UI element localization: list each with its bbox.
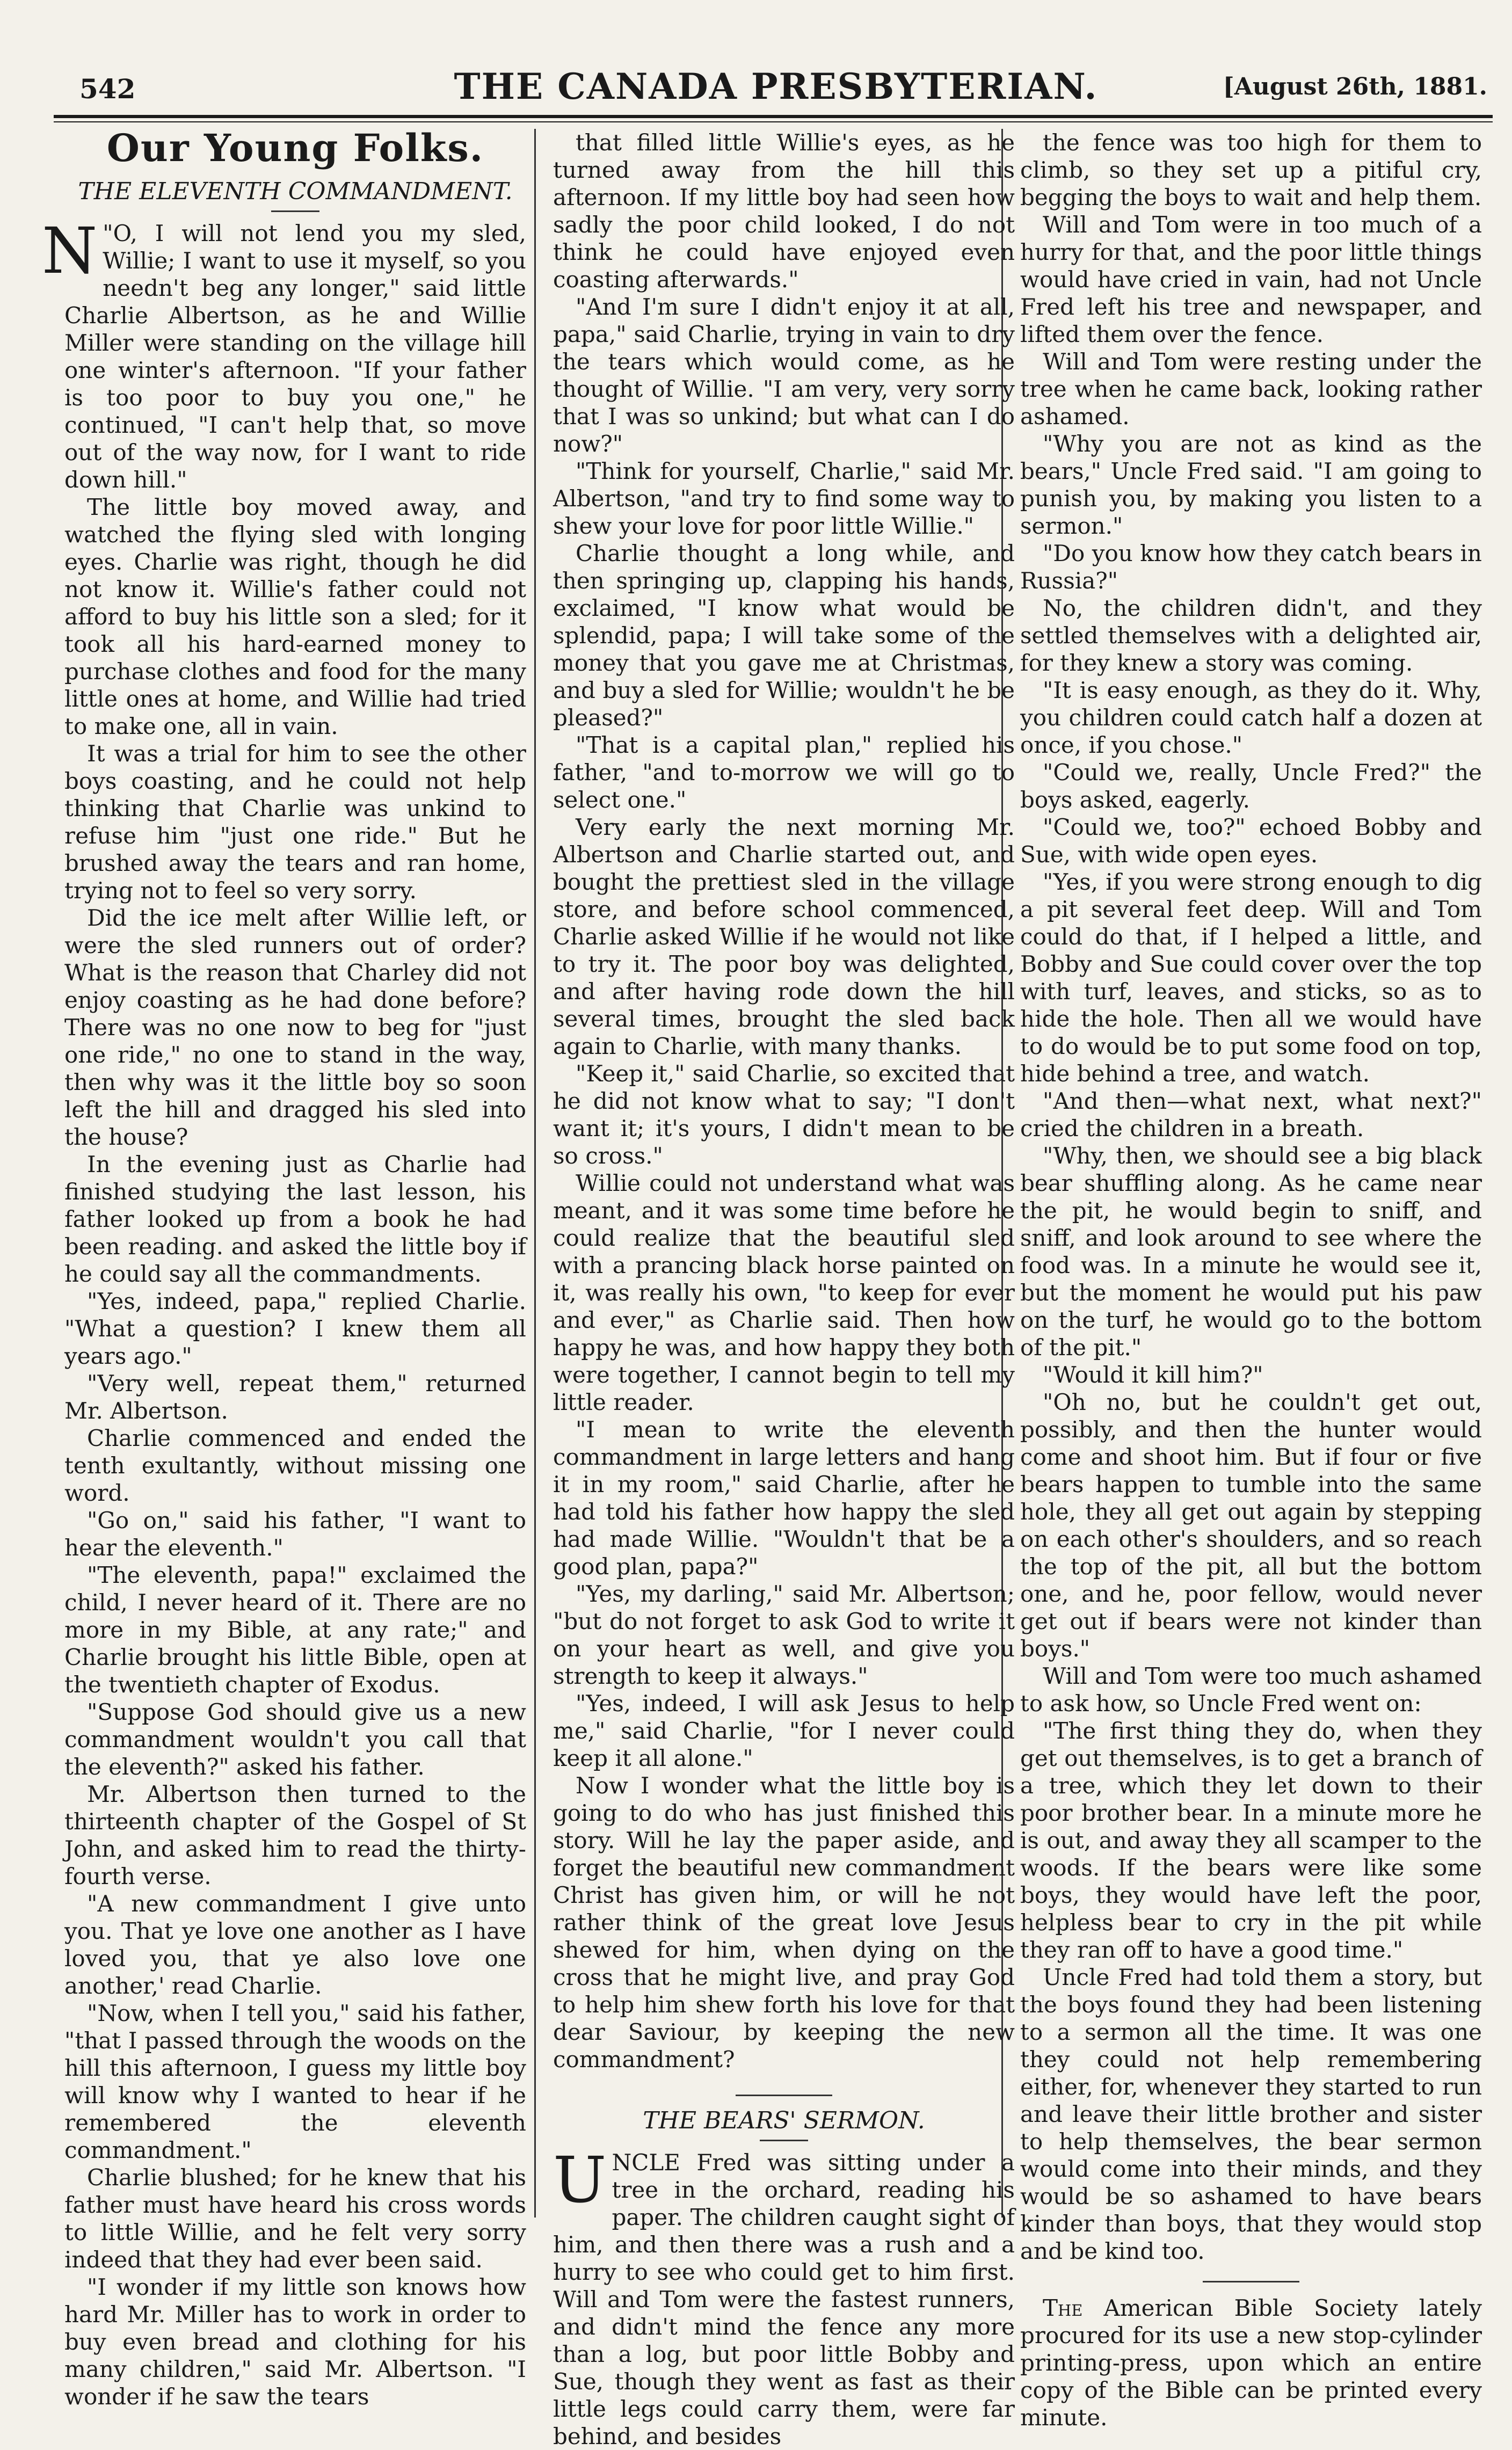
paragraph: Did the ice melt after Willie left, or were the sled runners out of order? What is the reason that Charley did not enjoy coasting as he had done before? There was no one now to beg for "just one ride," no one to stand in the way, then why was it the little boy so soon left the hill and dragged his sled into the house? [64,905,526,1150]
column-divider [534,129,536,2218]
paragraph: Now I wonder what the little boy is going to do who has just finished this story. Will he lay the paper aside, and forget the beautiful new commandment Christ has given him, or will he not rather think of the great love Jesus shewed for him, when dying on the cross that he might live, and pray God to help him shew forth his love for that dear Saviour, by keeping the new commandment? [553,1772,1015,2073]
paragraph: Charlie blushed; for he knew that his father must have heard his cross words to little Willie, and he felt very sorry indeed that they had ever been said. [64,2164,526,2273]
story-title: THE ELEVENTH COMMANDMENT. [78,178,513,205]
issue-date: [August 26th, 1881. [1223,73,1487,100]
paragraph: "The first thing they do, when they get out themselves, is to get a branch of a tree, which they let down to their poor brother bear. In a minute more he is out, and away they all scamper to the woods. If the bears were like some boys, they would have left the poor, helpless bear to cry in the pit while they ran off to have a good time." [1020,1718,1482,1963]
paragraph: It was a trial for him to see the other boys coasting, and he could not help thinking that Charlie was unkind to refuse him "just one ride." But he brushed away the tears and ran home, trying not to feel so very sorry. [64,740,526,904]
paragraph: "I mean to write the eleventh commandment in large letters and hang it in my room," said Charlie, after he had told his father how happy the sled had made Willie. "Wouldn't that be a good plan, papa?" [553,1416,1015,1580]
section-title: Our Young Folks. [106,126,484,170]
opening-text: NCLE Fred was sitting under a tree in the orchard, reading his paper. The children caught sight of him, and then there was a rush and a hurry to see who could get to him first. Will and Tom were the fastest runners, and didn't mind the fence any more than a log, but poor little Bobby and Sue, though they went as fast as their little legs could carry them, were far behind, and besides [553,2149,1015,2449]
opening-text: O, I will not lend you my sled, Willie; I want to use it myself, so you needn't beg any longer," said little Charlie Albertson, as he and Willie Miller were standing on the village hill one winter's afternoon. "If your father is too poor to buy you one," he continued, "I can't help that, so move out of the way now, for I want to ride down hill." [64,220,526,493]
title-rule [760,2140,808,2141]
paragraph: "Could we, too?" echoed Bobby and Sue, with wide open eyes. [1020,814,1482,868]
paragraph: "Why you are not as kind as the bears," Uncle Fred said. "I am going to punish you, by making you listen to a sermon." [1020,431,1482,539]
header-rule-thin [54,121,1493,122]
note-text: American Bible Society lately procured for its use a new stop-cylinder printing-press, upon which an entire copy of the Bible can be printed every minute. [1020,2295,1482,2431]
paragraph: "That is a capital plan," replied his father, "and to-morrow we will go to select one." [553,732,1015,813]
note-lead: The [1043,2295,1083,2321]
paragraph: "Why, then, we should see a big black bear shuffling along. As he came near the pit, he would begin to sniff, and sniff, and look around to see where the food was. In a minute he would see it, but the moment he would put his paw on the turf, he would go to the bottom of the pit." [1020,1143,1482,1361]
story-separator [736,2095,832,2096]
paragraph: "Yes, indeed, I will ask Jesus to help me," said Charlie, "for I never could keep it all alone." [553,1690,1015,1771]
paragraph: "Oh no, but he couldn't get out, possibly, and then the hunter would come and shoot him. But if four or five bears happen to tumble into the same hole, they all get out again by stepping on each other's shoulders, and so reach the top of the pit, all but the bottom one, and he, poor fellow, would never get out if bears were not kinder than boys." [1020,1389,1482,1662]
paragraph: "Go on," said his father, "I want to hear the eleventh." [64,1507,526,1561]
paragraph: "Do you know how they catch bears in Russia?" [1020,540,1482,594]
paragraph: Will and Tom were resting under the tree when he came back, looking rather ashamed. [1020,348,1482,430]
paragraph: Will and Tom were too much ashamed to ask how, so Uncle Fred went on: [1020,1663,1482,1717]
drop-cap: N [42,214,98,288]
paragraph: the fence was too high for them to climb, so they set up a pitiful cry, begging the boys to wait and help them. [1020,129,1482,210]
paragraph: Very early the next morning Mr. Albertson and Charlie started out, and bought the prettiest sled in the village store, and before school commenced, Charlie asked Willie if he would not like to try it. The poor boy was delighted, and after having rode down the hill several times, brought the sled back again to Charlie, with many thanks. [553,814,1015,1059]
paragraph: "Very well, repeat them," returned Mr. Albertson. [64,1370,526,1424]
open-quote: " [103,220,113,246]
paragraph: "And then—what next, what next?" cried the children in a breath. [1020,1088,1482,1142]
paragraph: Charlie thought a long while, and then springing up, clapping his hands, exclaimed, "I know what would be splendid, papa; I will take some of the money that you gave me at Christmas, and buy a sled for Willie; wouldn't he be pleased?" [553,540,1015,731]
paragraph: "Yes, my darling," said Mr. Albertson; "but do not forget to ask God to write it on your heart as well, and give you strength to keep it always." [553,1581,1015,1689]
paragraph: "Think for yourself, Charlie," said Mr. Albertson, "and try to find some way to shew your love for poor little Willie." [553,458,1015,539]
story-title: THE BEARS' SERMON. [643,2107,925,2134]
paragraph: "Could we, really, Uncle Fred?" the boys asked, eagerly. [1020,759,1482,813]
paragraph: "Suppose God should give us a new commandment wouldn't you call that the eleventh?" asked his father. [64,1699,526,1780]
story-body-continued [1020,129,1482,2265]
story-separator [1203,2281,1299,2282]
newspaper-title: THE CANADA PRESBYTERIAN. [454,66,1098,107]
paragraph: "It is easy enough, as they do it. Why, you children could catch half a dozen at once, if you chose." [1020,677,1482,758]
paragraph: "Keep it," said Charlie, so excited that he did not know what to say; "I don't want it; it's yours, I didn't mean to be so cross." [553,1060,1015,1169]
story-body-continued [553,129,1015,2073]
paragraph: No, the children didn't, and they settled themselves with a delighted air, for they knew a story was coming. [1020,595,1482,676]
story-opening-paragraph [42,214,526,493]
drop-cap: U [553,2143,607,2217]
paragraph: that filled little Willie's eyes, as he turned away from the hill this afternoon. If my little boy had seen how sadly the poor child looked, I do not think he could have enjoyed even coasting afterwards." [553,129,1015,293]
masthead [54,52,1498,116]
story-opening-paragraph [553,2143,1015,2450]
paragraph: Charlie commenced and ended the tenth exultantly, without missing one word. [64,1425,526,1506]
paragraph: "Yes, if you were strong enough to dig a pit several feet deep. Will and Tom could do that, if I helped a little, and Bobby and Sue could cover over the top with turf, leaves, and sticks, so as to hide the hole. Then all we would have to do would be to put some food on top, hide behind a tree, and watch. [1020,869,1482,1087]
paragraph: Mr. Albertson then turned to the thirteenth chapter of the Gospel of St John, and asked him to read the thirty-fourth verse. [64,1781,526,1889]
column-3 [1020,129,1482,2431]
paragraph: "A new commandment I give unto you. That ye love one another as I have loved you, that ye also love one another,' read Charlie. [64,1891,526,1999]
header-rule [54,115,1493,118]
paragraph: "Would it kill him?" [1043,1362,1263,1388]
paragraph: "I wonder if my little son knows how hard Mr. Miller has to work in order to buy even bread and clothing for his many children," said Mr. Albertson. "I wonder if he saw the tears [64,2274,526,2410]
paragraph: In the evening just as Charlie had finished studying the last lesson, his father looked up from a book he had been reading. and asked the little boy if he could say all the commandments. [64,1151,526,1287]
paragraph: "Now, when I tell you," said his father, "that I passed through the woods on the hill this afternoon, I guess my little boy will know why I wanted to hear if he remembered the eleventh commandment." [64,2000,526,2163]
column-2 [553,129,1015,2449]
page-number: 542 [79,73,136,105]
news-note [1020,2294,1482,2431]
paragraph: The little boy moved away, and watched the flying sled with longing eyes. Charlie was right, though he did not know it. Willie's father could not afford to buy his little son a sled; for it took all his hard-earned money to purchase clothes and food for the many little ones at home, and Willie had tried to make one, all in vain. [64,494,526,739]
paragraph: Will and Tom were in too much of a hurry for that, and the poor little things would have cried in vain, had not Uncle Fred left his tree and newspaper, and lifted them over the fence. [1020,212,1482,347]
paragraph: "The eleventh, papa!" exclaimed the child, I never heard of it. There are no more in my Bible, at any rate;" and Charlie brought his little Bible, open at the twentieth chapter of Exodus. [64,1562,526,1698]
paragraph: Uncle Fred had told them a story, but the boys found they had been listening to a sermon all the time. It was one they could not help remembering either, for, whenever they started to run and leave their little brother and sister to help themselves, the bear sermon would come into their minds, and they would be so ashamed to have bears kinder than boys, that they would stop and be kind too. [1020,1964,1482,2264]
column-1 [42,126,526,2410]
paragraph: "Yes, indeed, papa," replied Charlie. "What a question? I knew them all years ago." [64,1288,526,1369]
title-rule [271,210,319,212]
paragraph: Willie could not understand what was meant, and it was some time before he could realize that the beautiful sled with a prancing black horse painted on it, was really his own, "to keep for ever and ever," as Charlie said. Then how happy he was, and how happy they both were together, I cannot begin to tell my little reader. [553,1170,1015,1415]
story-body [64,493,526,2410]
paragraph: "And I'm sure I didn't enjoy it at all, papa," said Charlie, trying in vain to dry the tears which would come, as he thought of Willie. "I am very, very sorry that I was so unkind; but what can I do now?" [553,294,1015,457]
